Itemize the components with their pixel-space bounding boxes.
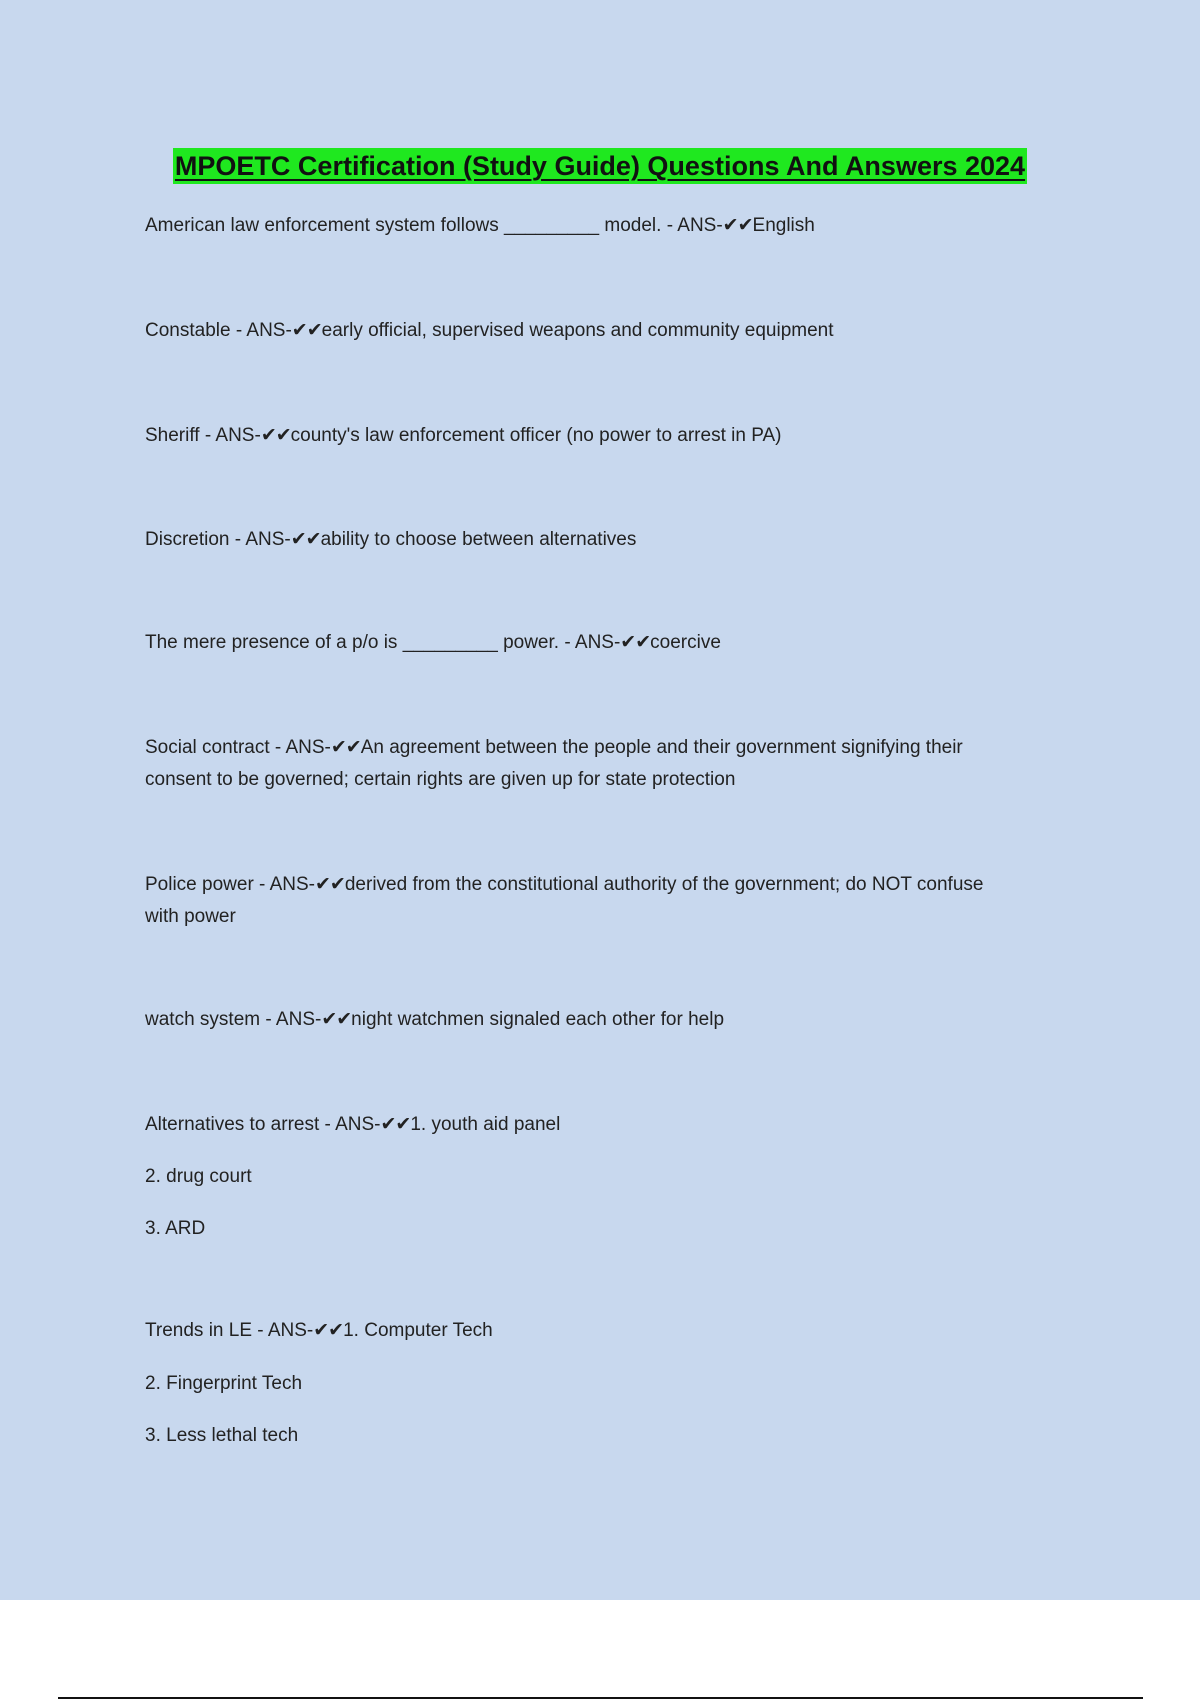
qa-line (145, 1315, 1075, 1347)
answer-text: county's law enforcement officer (no power to arrest in PA) (290, 425, 782, 446)
qa-line (145, 1109, 1075, 1141)
answer-separator: - ANS- (199, 425, 261, 446)
answer-separator: - ANS- (319, 1114, 381, 1135)
question-text: watch system (145, 1009, 261, 1030)
answer-text: 1. youth aid panel (410, 1114, 561, 1135)
checkmark-icon: ✔✔ (291, 320, 322, 341)
qa-line (145, 627, 1075, 659)
answer-text: English (752, 215, 815, 236)
checkmark-icon: ✔✔ (380, 1114, 411, 1135)
checkmark-icon: ✔✔ (260, 425, 291, 446)
list-item: 2. Fingerprint Tech (145, 1373, 303, 1394)
qa-item (145, 315, 1075, 347)
document-title: MPOETC Certification (Study Guide) Questions And Answers 2024 (173, 148, 1027, 184)
question-text: Police power (145, 874, 254, 895)
answer-text: derived from the constitutional authority of the government; do NOT confuse (344, 874, 984, 895)
checkmark-icon: ✔✔ (313, 1320, 344, 1341)
qa-item (145, 627, 1075, 659)
qa-line (145, 869, 1075, 901)
checkmark-icon: ✔✔ (722, 215, 753, 236)
question-text: Social contract (145, 737, 270, 758)
list-item: 3. ARD (145, 1218, 206, 1239)
qa-line (145, 420, 1075, 452)
question-text: Discretion (145, 529, 230, 550)
answer-text: ability to choose between alternatives (320, 529, 637, 550)
checkmark-icon: ✔✔ (330, 737, 361, 758)
qa-item (145, 1004, 1075, 1036)
answer-separator: - ANS- (252, 1320, 314, 1341)
footer-divider (58, 1697, 1143, 1699)
question-text: American law enforcement system follows _________ model. (145, 215, 662, 236)
checkmark-icon: ✔✔ (290, 529, 321, 550)
answer-separator: - ANS- (260, 1009, 322, 1030)
answer-text: early official, supervised weapons and community equipment (321, 320, 834, 341)
qa-item (145, 1315, 1075, 1347)
answer-separator: - ANS- (230, 320, 292, 341)
qa-item (145, 732, 1075, 796)
question-text: Alternatives to arrest (145, 1114, 320, 1135)
question-text: Trends in LE (145, 1320, 253, 1341)
answer-continuation: with power (145, 906, 236, 927)
qa-item (145, 420, 1075, 452)
list-item: 2. drug court (145, 1166, 252, 1187)
answer-text: An agreement between the people and their government signifying their (360, 737, 963, 758)
qa-line (145, 732, 1075, 764)
qa-line (145, 210, 1075, 242)
answer-text: coercive (650, 632, 721, 653)
answer-separator: - ANS- (229, 529, 291, 550)
qa-item (145, 524, 1075, 556)
answer-text: 1. Computer Tech (343, 1320, 493, 1341)
checkmark-icon: ✔✔ (315, 874, 345, 895)
title-wrap (0, 148, 1200, 184)
answer-separator: - ANS- (661, 215, 723, 236)
answer-separator: - ANS- (253, 874, 316, 895)
answer-separator: - ANS- (269, 737, 331, 758)
answer-separator: - ANS- (559, 632, 621, 653)
qa-line (145, 1004, 1075, 1036)
answer-continuation: consent to be governed; certain rights are given up for state protection (145, 769, 736, 790)
question-text: Constable (145, 320, 231, 341)
qa-item (145, 1109, 1075, 1141)
checkmark-icon: ✔✔ (321, 1009, 352, 1030)
qa-line (145, 315, 1075, 347)
checkmark-icon: ✔✔ (620, 632, 651, 653)
question-text: Sheriff (145, 425, 200, 446)
answer-text: night watchmen signaled each other for help (351, 1009, 725, 1030)
list-item: 3. Less lethal tech (145, 1425, 299, 1446)
qa-line (145, 524, 1075, 556)
qa-item (145, 210, 1075, 242)
question-text: The mere presence of a p/o is _________ power. (145, 632, 560, 653)
qa-item (145, 869, 1075, 933)
